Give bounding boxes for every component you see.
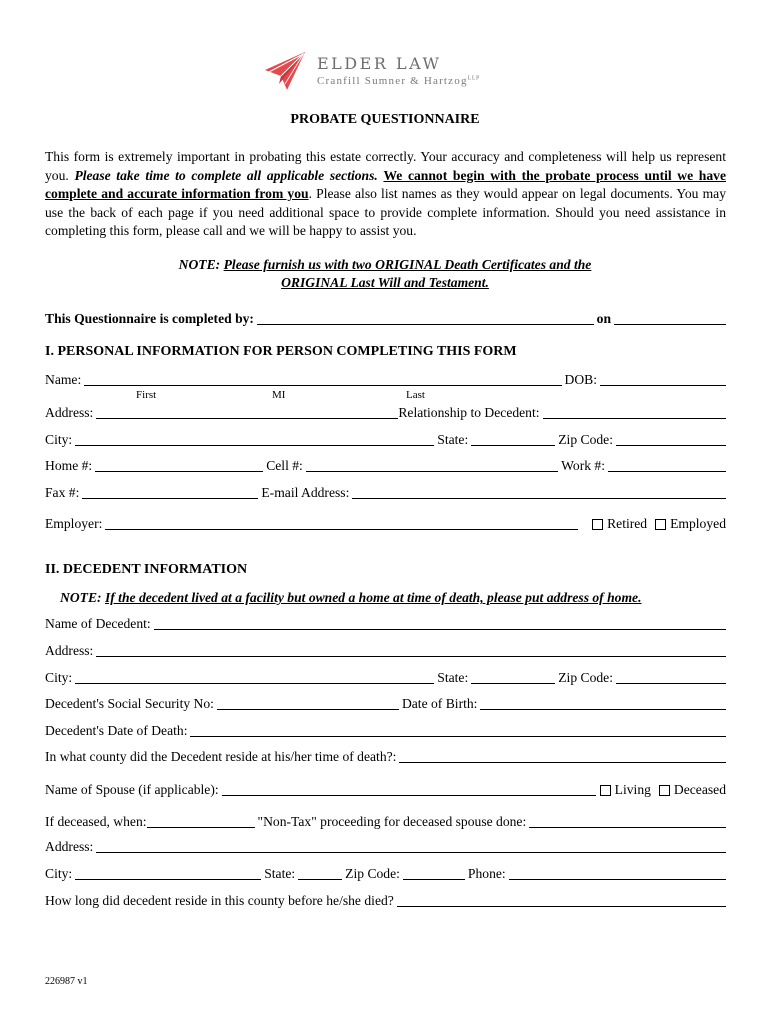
completed-by-field[interactable] [257,310,594,325]
completed-by-row: This Questionnaire is completed by: on [45,309,726,327]
address-row: Address: Relationship to Decedent: [45,403,726,421]
hint-first: First [136,389,157,401]
employed-option[interactable]: Employed [655,516,726,532]
county-row: In what county did the Decedent reside at his/her time of death?: [45,747,726,765]
name-field[interactable] [84,371,561,386]
dod-field[interactable] [190,722,726,737]
city-row: City: State: Zip Code: [45,430,726,448]
decedent-address-row: Address: [45,641,726,659]
completed-on-field[interactable] [614,310,726,325]
spouse-address-field[interactable] [96,838,726,853]
firm-logo [263,50,513,100]
decedent-address-field[interactable] [96,642,726,657]
nontax-field[interactable] [529,813,726,828]
name-row: Name: DOB: [45,370,726,388]
logo-title: ELDER LAW [317,54,442,73]
spouse-address-row: Address: [45,837,726,855]
relationship-field[interactable] [543,404,726,419]
address-field[interactable] [96,404,398,419]
cell-phone-field[interactable] [306,457,558,472]
paper-plane-icon [263,50,309,94]
section-1-heading: I. PERSONAL INFORMATION FOR PERSON COMPLETING THIS FORM [45,344,517,359]
section-2-heading: II. DECEDENT INFORMATION [45,562,248,577]
decedent-zip-field[interactable] [616,669,726,684]
retired-option[interactable]: Retired [592,516,647,532]
email-field[interactable] [352,484,726,499]
work-phone-field[interactable] [608,457,726,472]
spouse-phone-field[interactable] [509,865,726,880]
fax-email-row: Fax #: E-mail Address: [45,483,726,501]
spouse-row: Name of Spouse (if applicable): Living Deceased [45,782,726,797]
dob-field[interactable] [600,371,726,386]
spouse-death-date-field[interactable] [147,813,255,828]
spouse-name-field[interactable] [222,781,596,796]
spouse-city-field[interactable] [75,865,261,880]
document-id: 226987 v1 [45,976,88,987]
decedent-city-field[interactable] [75,669,434,684]
spouse-deceased-row: If deceased, when: "Non-Tax" proceeding for deceased spouse done: [45,812,726,830]
fax-field[interactable] [82,484,258,499]
phone-row: Home #: Cell #: Work #: [45,456,726,474]
residence-duration-row: How long did decedent reside in this county before he/she died? [45,891,726,909]
decedent-name-field[interactable] [154,615,726,630]
ssn-dob-row: Decedent's Social Security No: Date of Birth: [45,694,726,712]
home-phone-field[interactable] [95,457,263,472]
living-option[interactable]: Living [600,782,651,798]
decedent-name-row: Name of Decedent: [45,614,726,632]
death-certificate-note: NOTE: Please furnish us with two ORIGINAL Death Certificates and the ORIGINAL Last Will and Testament. [178,257,592,290]
decedent-city-row: City: State: Zip Code: [45,668,726,686]
ssn-field[interactable] [217,695,399,710]
facility-note: NOTE: If the decedent lived at a facility but owned a home at time of death, please put address of home. [60,590,642,605]
hint-last: Last [406,389,425,401]
city-field[interactable] [75,431,434,446]
dod-row: Decedent's Date of Death: [45,721,726,739]
zip-field[interactable] [616,431,726,446]
hint-mi: MI [272,389,286,401]
employer-field[interactable] [105,515,578,530]
retired-checkbox[interactable] [592,519,603,530]
living-checkbox[interactable] [600,785,611,796]
decedent-state-field[interactable] [471,669,555,684]
deceased-checkbox[interactable] [659,785,670,796]
spouse-state-field[interactable] [298,865,342,880]
intro-paragraph: This form is extremely important in probating this estate correctly. Your accuracy and completeness will help us represent you. Please take time to complete all applicable sections. We cannot begin with the probate process until we have complete and accurate information from you. Please also list names as they would appear on legal documents. You may use the back of each page if you need additional space to provide complete information. Should you need assistance in completing this form, please call and we will be happy to assist you. [45,149,726,239]
employer-row: Employer: Retired Employed [45,516,726,531]
decedent-dob-field[interactable] [480,695,726,710]
document-title: PROBATE QUESTIONNAIRE [290,112,480,127]
logo-subtitle: Cranfill Sumner & Hartzog$^{LLP}$ [317,75,480,87]
spouse-city-row: City: State: Zip Code: Phone: [45,864,726,882]
employed-checkbox[interactable] [655,519,666,530]
state-field[interactable] [471,431,555,446]
spouse-zip-field[interactable] [403,865,465,880]
county-field[interactable] [399,748,726,763]
deceased-option[interactable]: Deceased [659,782,726,798]
residence-duration-field[interactable] [397,892,726,907]
